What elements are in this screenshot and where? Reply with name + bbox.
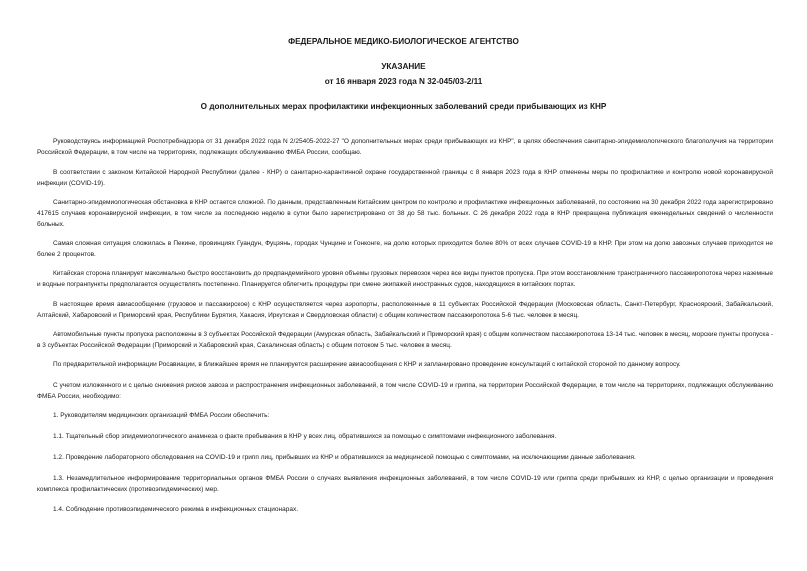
list-item-1-4: 1.4. Соблюдение противоэпидемического режима в инфекционных стационарах. xyxy=(53,506,298,513)
list-item-1: 1. Руководителям медицинских организаций ФМБА России обеспечить: xyxy=(53,412,270,419)
list-item-1-2: 1.2. Проведение лабораторного обследования на COVID-19 и грипп лиц, прибывших из КНР и обратившихся за медицинской помощью с симптомами, на исключающими данные заболевания. xyxy=(53,454,636,461)
paragraph-rosaviation: По предварительной информации Росавиации, в ближайшее время не планируется расширение авиасообщения с КНР и запланировано проведение консультаций с китайской стороной по данному вопросу. xyxy=(53,361,681,368)
paragraph-china-law: В соответствии с законом Китайской Народной Республики (далее - КНР) о санитарно-карантинной охране государственной границы с 8 января 2023 года в КНР отменены меры по профилактике и контролю новой коронавирусной инфекции (COVID-19). xyxy=(37,169,773,187)
paragraph-transport-plans: Китайская сторона планирует максимально быстро восстановить до предпандемийного уровня объемы грузовых перевозок через все виды пунктов пропуска. При этом восстановление трансграничного пассажиропотока через наземные и водные погранпункты предполагается осуществлять постепенно. Планируется облегчить процедуры при смене экипажей иностранных судов, находящихся в китайских портах. xyxy=(37,270,773,288)
document-title: О дополнительных мерах профилактики инфекционных заболеваний среди прибывающих из КНР xyxy=(200,102,607,111)
agency-heading: ФЕДЕРАЛЬНОЕ МЕДИКО-БИОЛОГИЧЕСКОЕ АГЕНТСТВО xyxy=(288,37,519,46)
paragraph-regions: Самая сложная ситуация сложилась в Пекине, провинциях Гуандун, Фуцзянь, городах Чунцине и Гонконге, на долю которых приходится более 80% от всех случаев COVID-19 в КНР. При этом на долю завозных случаев приходится не более 2 процентов. xyxy=(37,240,773,258)
paragraph-air-traffic: В настоящее время авиасообщение (грузовое и пассажирское) с КНР осуществляется через аэропорты, расположенные в 11 субъектах Российской Федерации (Московская область, Санкт-Петербург, Красноярский, Забайкальский, Алтайский, Хабаровский и Приморский края, Республики Бурятия, Хакасия, Иркутская и Свердловская области) с общим количеством пассажиропотока 5-6 тыс. человек в месяц. xyxy=(37,301,773,319)
list-item-1-1: 1.1. Тщательный сбор эпидемиологического анамнеза о факте пребывания в КНР у всех лиц, обратившихся за помощью с симптомами инфекционного заболевания. xyxy=(53,433,557,440)
document-date-number: от 16 января 2023 года N 32-045/03-2/11 xyxy=(324,77,483,86)
list-item-1-3: 1.3. Незамедлительное информирование территориальных органов ФМБА России о случаях выявления инфекционных заболеваний, в том числе COVID-19 или гриппа среди прибывших из КНР, с целью организации и проведения комплекса профилактических (противоэпидемических) мер. xyxy=(37,475,773,493)
paragraph-requirements-intro: С учетом изложенного и с целью снижения рисков завоза и распространения инфекционных заболеваний, в том числе COVID-19 и гриппа, на территории Российской Федерации, в том числе на территориях, подлежащих обслуживанию ФМБА России, необходимо: xyxy=(37,382,773,400)
paragraph-intro: Руководствуясь информацией Роспотребнадзора от 31 декабря 2022 года N 2/25405-2022-27 "О дополнительных мерах среди прибывающих из КНР", в целях обеспечения санитарно-эпидемиологического благополучия на территории Российской Федерации, в том числе на территориях, подлежащих обслуживанию ФМБА России, сообщаю. xyxy=(37,138,773,156)
paragraph-road-sea-checkpoints: Автомобильные пункты пропуска расположены в 3 субъектах Российской Федерации (Амурская область, Забайкальский и Приморский края) с общим количеством пассажиропотока 13-14 тыс. человек в месяц, морские пункты пропуска - в 3 субъектах Российской Федерации (Приморский и Хабаровский края, Сахалинская область) с общим потоком 5 тыс. человек в месяц. xyxy=(37,331,773,349)
document-type-heading: УКАЗАНИЕ xyxy=(381,62,426,71)
paragraph-epidemic-situation: Санитарно-эпидемиологическая обстановка в КНР остается сложной. По данным, представленным Китайским центром по контролю и профилактике инфекционных заболеваний, по состоянию на 30 декабря 2022 года зарегистрировано 417615 случаев коронавирусной инфекции, в том числе за последнюю неделю в сутки было зарегистрировано от 38 до 58 тыс. больных. С 26 декабря 2022 года в КНР прекращена публикация еженедельных сведений о численности больных. xyxy=(37,199,773,228)
